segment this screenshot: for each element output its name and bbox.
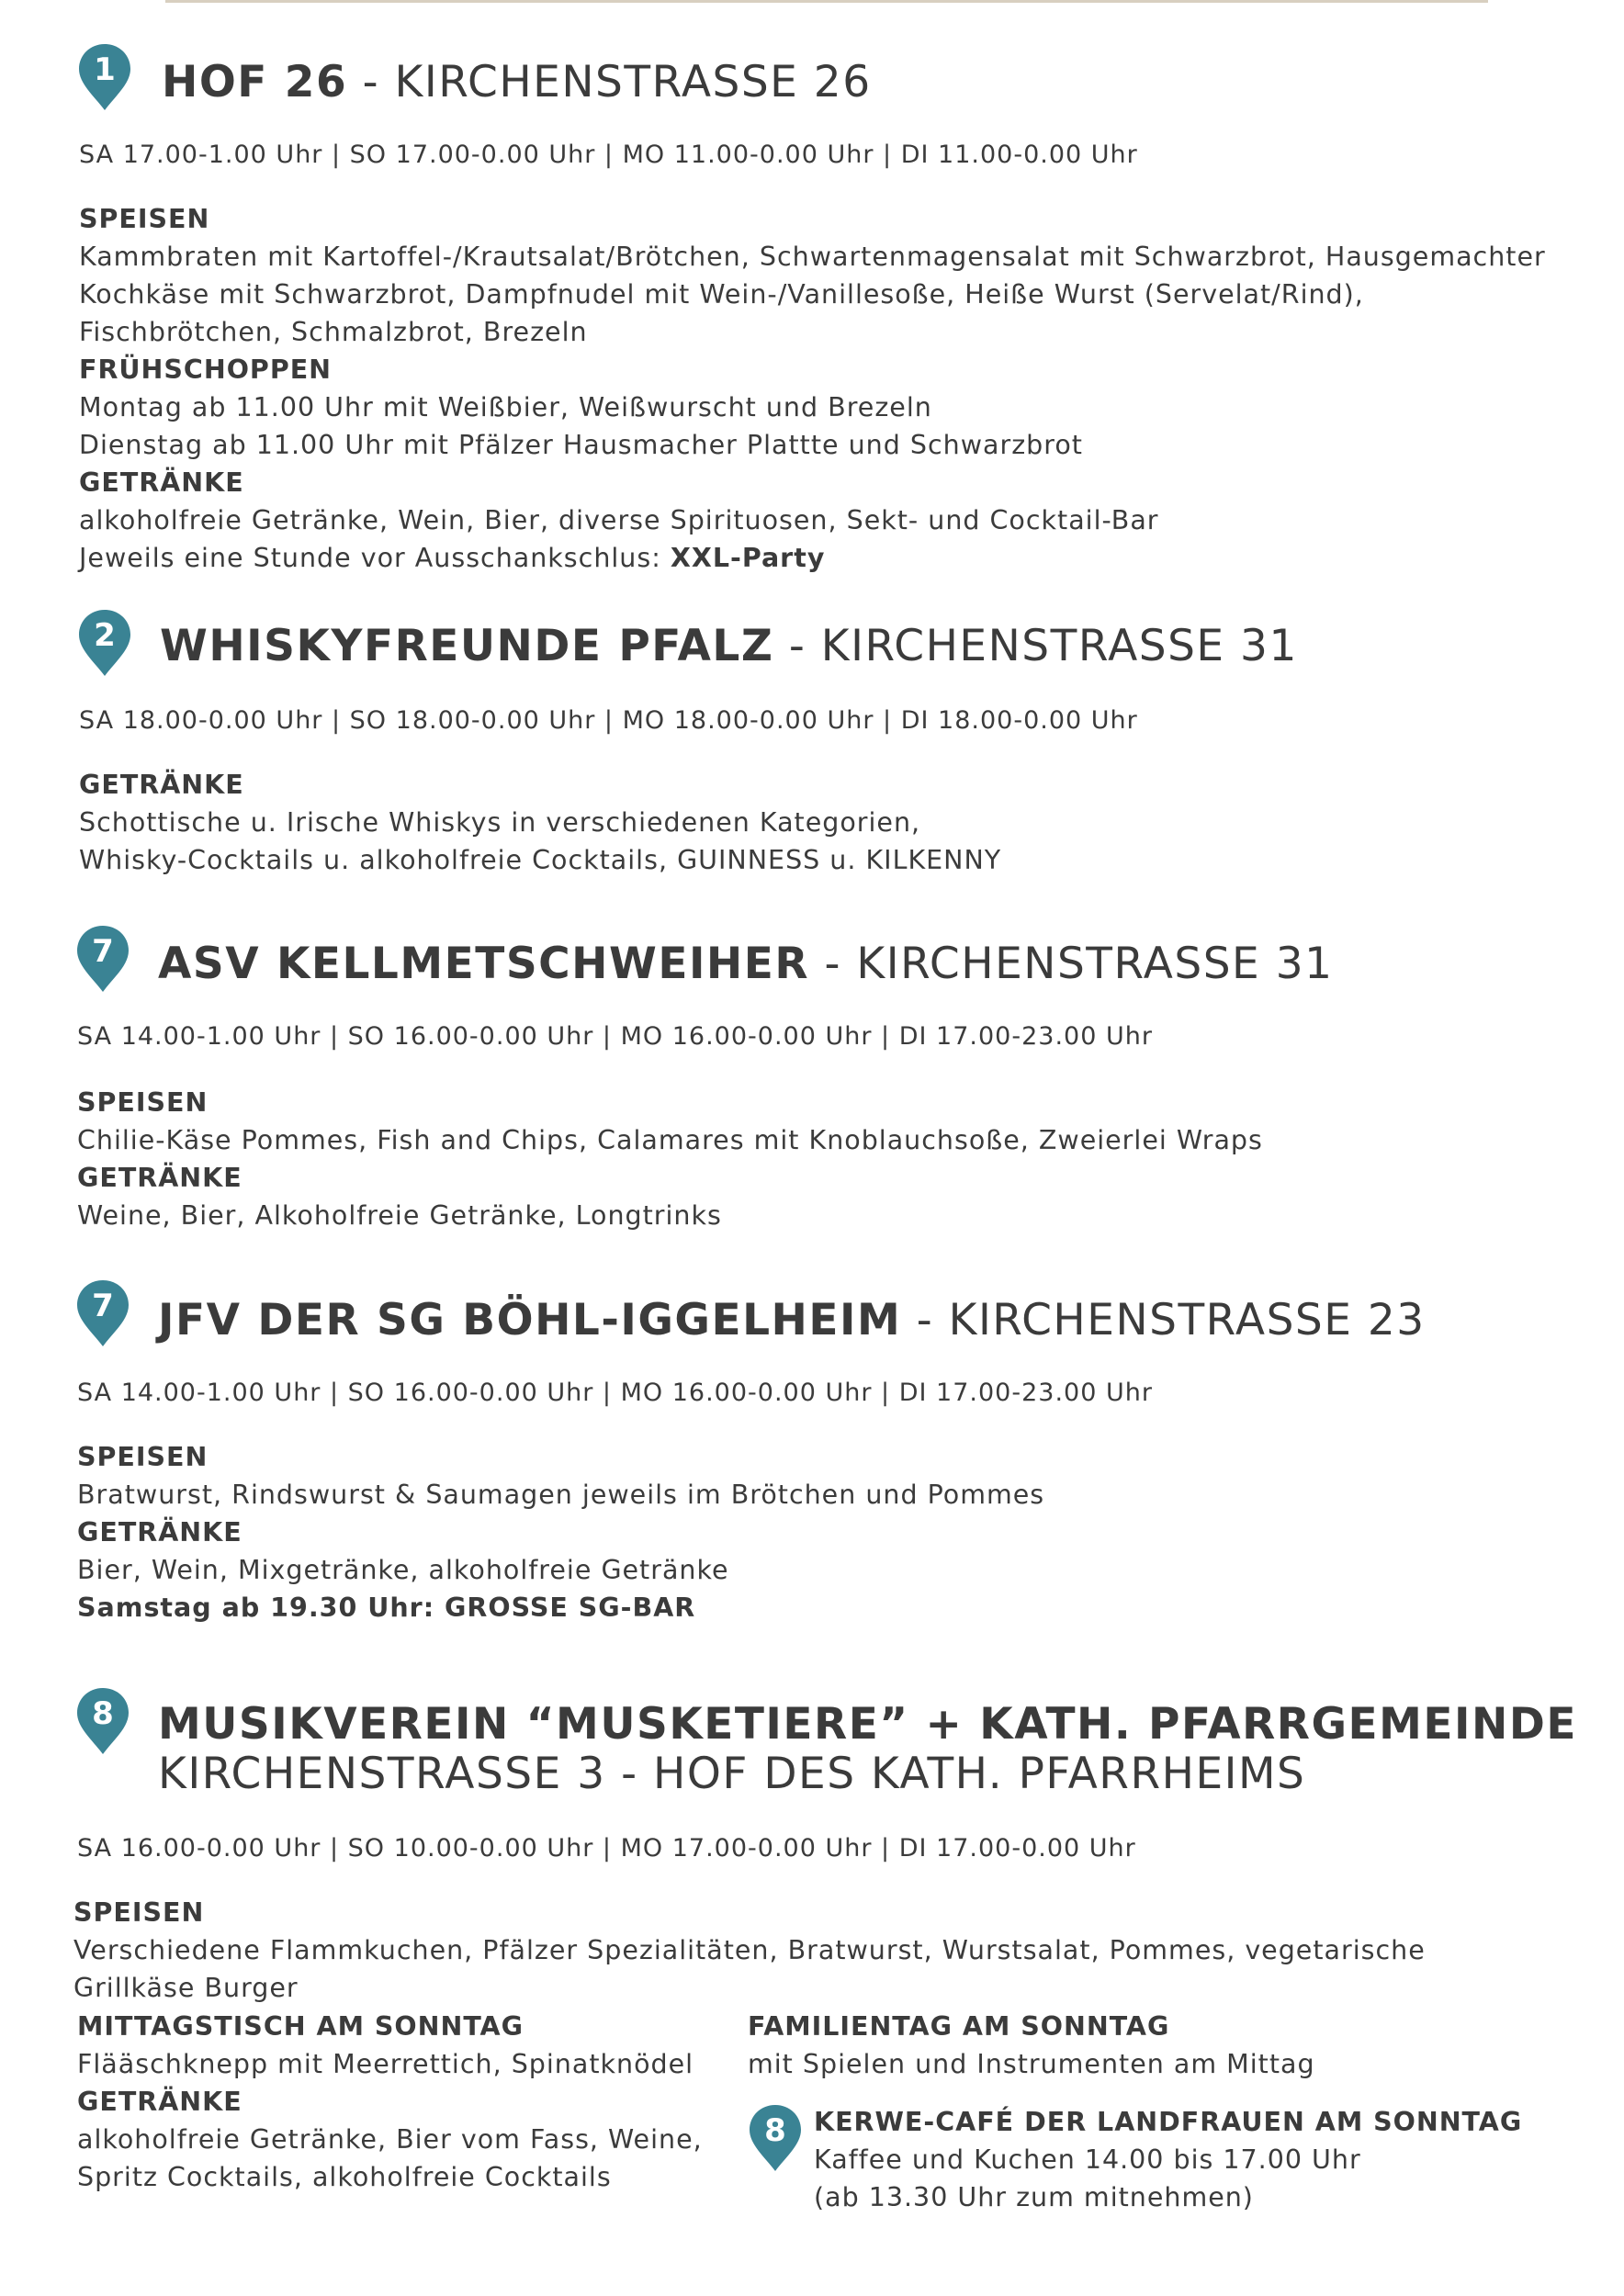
venue-name: MUSIKVEREIN “MUSKETIERE” + KATH. PFARRGEMEINDE [158,1699,1577,1750]
speisen-text: Bratwurst, Rindswurst & Saumagen jeweils im Brötchen und Pommes [77,1480,1045,1510]
venue-address: - KIRCHENSTRASSE 31 [824,939,1334,989]
venue-name: JFV DER SG BÖHL-IGGELHEIM [158,1295,902,1345]
venue-name: HOF 26 [162,57,348,107]
familientag-block [748,2008,1574,2083]
familientag-text: mit Spielen und Instrumenten am Mittag [748,2049,1315,2079]
getraenke-line-2: Whisky-Cocktails u. alkoholfreie Cocktails, GUINNESS u. KILKENNY [79,845,1002,875]
kerwe-cafe-heading: KERWE-CAFÉ DER LANDFRAUEN AM SONNTAG [814,2107,1523,2137]
fruehschoppen-heading: FRÜHSCHOPPEN [79,355,333,385]
pin-number: 8 [764,2112,786,2149]
xxl-party-label: XXL-Party [670,543,826,573]
speisen-heading: SPEISEN [79,204,210,234]
speisen-heading: SPEISEN [77,1442,209,1472]
getraenke-line-2 [79,539,1549,577]
section-body [79,200,1549,577]
getraenke-line-1: alkoholfreie Getränke, Bier vom Fass, Weine, [77,2124,703,2155]
section-title [162,57,872,108]
section-title [160,621,1298,672]
opening-hours: SA 16.00-0.00 Uhr | SO 10.00-0.00 Uhr | MO 17.00-0.00 Uhr | DI 17.00-0.00 Uhr [77,1834,1136,1863]
venue-address: - KIRCHENSTRASSE 26 [362,57,872,107]
getraenke-heading: GETRÄNKE [77,2087,242,2117]
getraenke-line-2-text: Jeweils eine Stunde vor Ausschankschlus: [79,543,671,573]
opening-hours: SA 14.00-1.00 Uhr | SO 16.00-0.00 Uhr | MO 16.00-0.00 Uhr | DI 17.00-23.00 Uhr [77,1379,1153,1407]
kerwe-cafe-block [814,2103,1604,2216]
map-pin-icon [77,42,132,112]
left-column [77,2008,739,2196]
speisen-block [73,1894,1552,2007]
mittagstisch-text: Flääschknepp mit Meerrettich, Spinatknödel [77,2049,694,2079]
section-title [158,1699,1577,1750]
pin-number: 1 [94,51,116,88]
getraenke-line-1: alkoholfreie Getränke, Wein, Bier, diverse Spirituosen, Sekt- und Cocktail-Bar [79,505,1159,535]
section-body [77,1438,1547,1626]
section-body [79,766,1549,879]
speisen-text: Verschiedene Flammkuchen, Pfälzer Spezialitäten, Bratwurst, Wurstsalat, Pommes, vegetarische Grillkäse Burger [73,1935,1426,2003]
getraenke-text: Weine, Bier, Alkoholfreie Getränke, Longtrinks [77,1200,722,1231]
map-pin-icon [75,1686,130,1756]
opening-hours: SA 18.00-0.00 Uhr | SO 18.00-0.00 Uhr | MO 18.00-0.00 Uhr | DI 18.00-0.00 Uhr [79,706,1138,735]
venue-address: KIRCHENSTRASSE 3 - HOF DES KATH. PFARRHEIMS [158,1749,1306,1799]
venue-address: - KIRCHENSTRASSE 31 [788,621,1298,671]
section-title [158,1295,1426,1346]
getraenke-heading: GETRÄNKE [77,1517,242,1548]
opening-hours: SA 14.00-1.00 Uhr | SO 16.00-0.00 Uhr | MO 16.00-0.00 Uhr | DI 17.00-23.00 Uhr [77,1022,1153,1051]
pin-number: 7 [92,933,114,970]
familientag-heading: FAMILIENTAG AM SONNTAG [748,2011,1170,2042]
kerwe-cafe-line-2: (ab 13.30 Uhr zum mitnehmen) [814,2182,1254,2212]
map-pin-icon [75,924,130,994]
pin-number: 8 [92,1695,114,1732]
getraenke-heading: GETRÄNKE [79,770,244,800]
top-decoration-line [165,0,1488,3]
sg-bar-note: Samstag ab 19.30 Uhr: GROSSE SG-BAR [77,1593,696,1623]
getraenke-text: Bier, Wein, Mixgetränke, alkoholfreie Getränke [77,1555,729,1585]
speisen-text: Chilie-Käse Pommes, Fish and Chips, Calamares mit Knoblauchsoße, Zweierlei Wraps [77,1125,1263,1155]
fruehschoppen-line-1: Montag ab 11.00 Uhr mit Weißbier, Weißwurscht und Brezeln [79,392,932,422]
venue-address: - KIRCHENSTRASSE 23 [916,1295,1426,1345]
getraenke-heading: GETRÄNKE [79,467,244,498]
getraenke-line-2: Spritz Cocktails, alkoholfreie Cocktails [77,2162,612,2192]
getraenke-line-1: Schottische u. Irische Whiskys in verschiedenen Kategorien, [79,807,921,838]
section-body [77,1084,1547,1234]
map-pin-icon [75,1278,130,1348]
speisen-heading: SPEISEN [77,1087,209,1118]
pin-number: 7 [92,1288,114,1324]
map-pin-icon [77,608,132,678]
opening-hours: SA 17.00-1.00 Uhr | SO 17.00-0.00 Uhr | MO 11.00-0.00 Uhr | DI 11.00-0.00 Uhr [79,141,1138,169]
speisen-text: Kammbraten mit Kartoffel-/Krautsalat/Brötchen, Schwartenmagensalat mit Schwarzbrot, Hausgemachter Kochkäse mit Schwarzbrot, Dampfnudel mit Wein-/Vanillesoße, Heiße Wurst (Servelat/Rind), Fischbrötchen, Schmalzbrot, Brezeln [79,242,1546,347]
getraenke-heading: GETRÄNKE [77,1163,242,1193]
map-pin-icon [748,2103,803,2173]
venue-name: ASV KELLMETSCHWEIHER [158,939,810,989]
kerwe-cafe-line-1: Kaffee und Kuchen 14.00 bis 17.00 Uhr [814,2144,1361,2175]
speisen-heading: SPEISEN [73,1897,205,1928]
mittagstisch-heading: MITTAGSTISCH AM SONNTAG [77,2011,524,2042]
venue-name: WHISKYFREUNDE PFALZ [160,621,774,671]
fruehschoppen-line-2: Dienstag ab 11.00 Uhr mit Pfälzer Hausmacher Plattte und Schwarzbrot [79,430,1083,460]
section-title [158,939,1334,990]
pin-number: 2 [94,617,116,654]
